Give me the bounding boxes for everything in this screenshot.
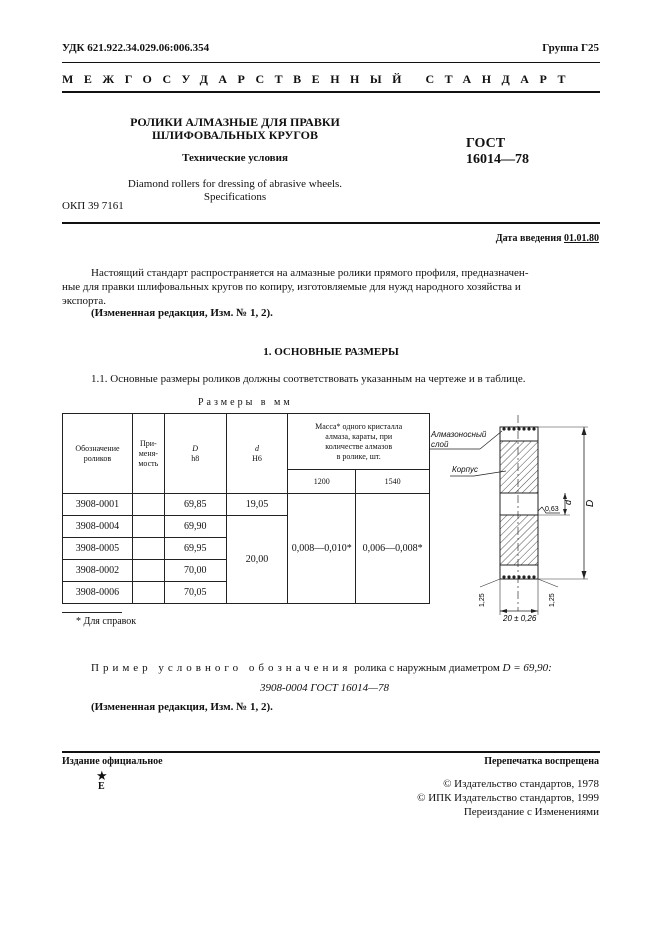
- intro-amendment: (Измененная редакция, Изм. № 1, 2).: [91, 307, 273, 319]
- cell-application: [132, 538, 164, 560]
- col-header-designation: [63, 414, 133, 494]
- chamfer-left-label: 1,25: [479, 593, 486, 607]
- chamfer-right-label: 1,25: [549, 593, 556, 607]
- dimensions-caption: Размеры в мм: [198, 397, 293, 408]
- reissue-note: Переиздание с Изменениями: [463, 806, 599, 818]
- header-text: роликов: [83, 453, 112, 463]
- intro-paragraph: [62, 266, 600, 308]
- table-footnote: * Для справок: [76, 616, 137, 627]
- example-line: [91, 662, 552, 674]
- english-line-1: Diamond rollers for dressing of abrasive wheels.: [127, 178, 343, 190]
- cell-application: [132, 582, 164, 604]
- footer-rule: [62, 751, 600, 753]
- title-line-2: ШЛИФОВАЛЬНЫХ КРУГОВ: [151, 128, 319, 142]
- clause-1-1: 1.1. Основные размеры роликов должны соответствовать указанным на чертеже и в таблице.: [91, 373, 526, 385]
- cell-code: 3908-0005: [63, 538, 133, 560]
- section-heading: 1. ОСНОВНЫЕ РАЗМЕРЫ: [263, 346, 399, 358]
- subtitle: Технические условия: [182, 152, 288, 164]
- label-diamond-layer: [431, 430, 486, 450]
- body-section-top: [500, 441, 538, 493]
- cell-d: 20,00: [226, 516, 288, 604]
- header-text: Обозначение: [75, 443, 120, 453]
- cell-application: [132, 494, 164, 516]
- col-header-D: [164, 414, 226, 494]
- standard-title: [100, 116, 370, 142]
- col-header-d: [226, 414, 288, 494]
- date-value: 01.01.80: [564, 233, 599, 244]
- col-header-1200: 1200: [288, 470, 356, 494]
- header-text: мость: [138, 458, 159, 468]
- cell-code: 3908-0002: [63, 560, 133, 582]
- cell-D: 70,05: [164, 582, 226, 604]
- roughness-value: 0,63: [545, 506, 559, 513]
- date-label: Дата введения: [495, 233, 562, 244]
- star-icon: ★: [96, 768, 108, 783]
- header-rule-bottom: [62, 91, 600, 93]
- cell-D: 69,90: [164, 516, 226, 538]
- col-header-mass: [288, 414, 430, 470]
- dim-d-label: d: [563, 499, 573, 505]
- copyright-1: © Издательство стандартов, 1978: [443, 778, 599, 790]
- english-line-2: Specifications: [203, 191, 267, 203]
- example-text: ролика с наружным диаметром: [351, 662, 503, 674]
- header-text: d: [254, 443, 259, 453]
- copyright-2: © ИПК Издательство стандартов, 1999: [417, 792, 599, 804]
- reprint-forbidden: Перепечатка воспрещена: [484, 756, 599, 767]
- dimensions-table: [62, 413, 430, 604]
- header-rule-top: [62, 62, 600, 63]
- gost-label: ГОСТ: [466, 136, 506, 151]
- group-code: Группа Г25: [542, 42, 599, 54]
- interstate-banner: МЕЖГОСУДАРСТВЕННЫЙ СТАНДАРТ: [62, 72, 576, 86]
- cell-code: 3908-0004: [63, 516, 133, 538]
- diamond-label-line1: Алмазоносный: [431, 430, 487, 439]
- cell-application: [132, 560, 164, 582]
- col-header-1540: 1540: [356, 470, 430, 494]
- cell-mass-1200: 0,008—0,010*: [288, 494, 356, 604]
- example-amendment: (Измененная редакция, Изм. № 1, 2).: [91, 701, 273, 713]
- intro-line-3: экспорта.: [62, 295, 106, 307]
- example-label: Пример условного обозначения: [91, 662, 352, 674]
- effective-date: [496, 233, 599, 244]
- label-body: Корпус: [452, 465, 479, 474]
- width-label: 20 ± 0,26: [503, 614, 537, 623]
- header-text: в ролике, шт.: [336, 451, 381, 461]
- english-title: [100, 178, 370, 204]
- col-header-application: [132, 414, 164, 494]
- cell-mass-1540: 0,006—0,008*: [356, 494, 430, 604]
- edition-letter: E: [98, 781, 105, 792]
- example-formula: D = 69,90:: [502, 662, 552, 674]
- example-designation: 3908-0004 ГОСТ 16014—78: [260, 682, 389, 694]
- gost-number: 16014—78: [466, 152, 529, 167]
- intro-line-2: ные для правки шлифовальных кругов по копиру, изготовляемые для нужд народного хозяйства и: [62, 281, 521, 293]
- header-text: При-: [139, 438, 157, 448]
- dim-D-label: D: [585, 499, 596, 507]
- cell-code: 3908-0001: [63, 494, 133, 516]
- official-edition: Издание официальное: [62, 756, 163, 767]
- cell-application: [132, 516, 164, 538]
- cell-D: 69,95: [164, 538, 226, 560]
- header-text: h8: [191, 453, 200, 463]
- title-rule: [62, 222, 600, 224]
- intro-line-1: Настоящий стандарт распространяется на алмазные ролики прямого профиля, предназначен-: [91, 267, 529, 279]
- udk-code: УДК 621.922.34.029.06:006.354: [62, 42, 210, 54]
- copyright-block: [417, 777, 599, 819]
- header-text: меня-: [138, 448, 158, 458]
- okp-code: ОКП 39 7161: [62, 200, 124, 212]
- cell-D: 70,00: [164, 560, 226, 582]
- diamond-label-line2: слой: [431, 440, 449, 449]
- cell-d: 19,05: [226, 494, 288, 516]
- header-text: H6: [252, 453, 262, 463]
- header-text: D: [192, 443, 199, 453]
- table-row: [63, 494, 430, 516]
- title-line-1: РОЛИКИ АЛМАЗНЫЕ ДЛЯ ПРАВКИ: [130, 115, 340, 129]
- header-text: алмаза, караты, при: [325, 431, 393, 441]
- cell-D: 69,85: [164, 494, 226, 516]
- header-text: Масса* одного кристалла: [315, 421, 403, 431]
- header-text: количестве алмазов: [325, 441, 393, 451]
- footnote-rule: [62, 612, 122, 613]
- body-section-bottom: [500, 515, 538, 565]
- cell-code: 3908-0006: [63, 582, 133, 604]
